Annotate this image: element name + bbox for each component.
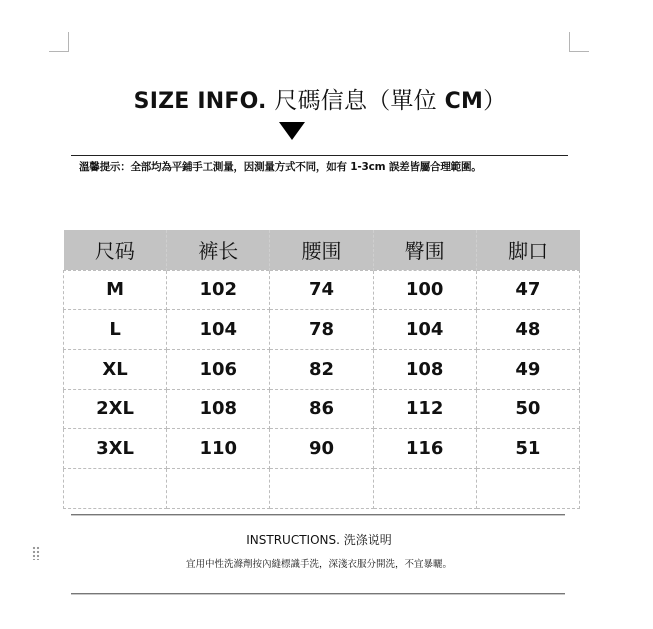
cell-length: 110 bbox=[167, 429, 270, 469]
table-row bbox=[64, 389, 580, 429]
cell-waist: 82 bbox=[270, 349, 373, 389]
page-corner-mark-top-right bbox=[569, 32, 589, 52]
cell-empty bbox=[64, 468, 167, 508]
page-title bbox=[0, 82, 640, 115]
cell-hip: 100 bbox=[373, 270, 476, 310]
header-hem: 脚口 bbox=[476, 230, 579, 270]
header-length: 裤长 bbox=[167, 230, 270, 270]
table-row bbox=[64, 270, 580, 310]
cell-size: M bbox=[64, 270, 167, 310]
instructions-text: 宜用中性洗滌劑按內縫標識手洗，深淺衣服分開洗，不宜暴曬。 bbox=[185, 559, 452, 570]
header-size: 尺码 bbox=[64, 230, 167, 270]
cell-size: 3XL bbox=[64, 429, 167, 469]
divider-middle bbox=[71, 514, 565, 516]
cell-length: 102 bbox=[167, 270, 270, 310]
cell-hip: 112 bbox=[373, 389, 476, 429]
header-hip: 臀围 bbox=[373, 230, 476, 270]
title-chinese: 尺碼信息（單位 bbox=[274, 88, 437, 114]
title-prefix: SIZE INFO. bbox=[133, 89, 267, 114]
cell-hem: 48 bbox=[476, 310, 579, 350]
cell-empty bbox=[373, 468, 476, 508]
cell-length: 108 bbox=[167, 389, 270, 429]
cell-hem: 49 bbox=[476, 349, 579, 389]
table-row bbox=[64, 310, 580, 350]
cell-hip: 104 bbox=[373, 310, 476, 350]
cell-hip: 108 bbox=[373, 349, 476, 389]
divider-top bbox=[71, 155, 568, 156]
title-close: ） bbox=[483, 88, 507, 114]
cell-size: L bbox=[64, 310, 167, 350]
cell-length: 104 bbox=[167, 310, 270, 350]
cell-hip: 116 bbox=[373, 429, 476, 469]
cell-length: 106 bbox=[167, 349, 270, 389]
cell-empty bbox=[270, 468, 373, 508]
cell-waist: 78 bbox=[270, 310, 373, 350]
cell-empty bbox=[167, 468, 270, 508]
table-row bbox=[64, 429, 580, 469]
cell-waist: 74 bbox=[270, 270, 373, 310]
cell-waist: 86 bbox=[270, 389, 373, 429]
page-corner-mark-top-left bbox=[49, 32, 69, 52]
cell-size: XL bbox=[64, 349, 167, 389]
instructions-title: INSTRUCTIONS. 洗涤说明 bbox=[246, 533, 392, 547]
cell-size: 2XL bbox=[64, 389, 167, 429]
cell-hem: 47 bbox=[476, 270, 579, 310]
triangle-down-icon bbox=[279, 122, 305, 140]
divider-bottom bbox=[71, 593, 565, 595]
cell-hem: 51 bbox=[476, 429, 579, 469]
cell-hem: 50 bbox=[476, 389, 579, 429]
header-waist: 腰围 bbox=[270, 230, 373, 270]
title-unit: CM bbox=[444, 89, 484, 114]
measurement-notice: 溫馨提示：全部均為平鋪手工測量，因測量方式不同，如有 1-3cm 誤差皆屬合理範圍。 bbox=[79, 161, 482, 173]
table-row-empty bbox=[64, 468, 580, 508]
size-table bbox=[63, 230, 580, 509]
drag-handle-icon[interactable] bbox=[32, 546, 40, 560]
table-row bbox=[64, 349, 580, 389]
size-table-header-row bbox=[64, 230, 580, 270]
cell-empty bbox=[476, 468, 579, 508]
cell-waist: 90 bbox=[270, 429, 373, 469]
